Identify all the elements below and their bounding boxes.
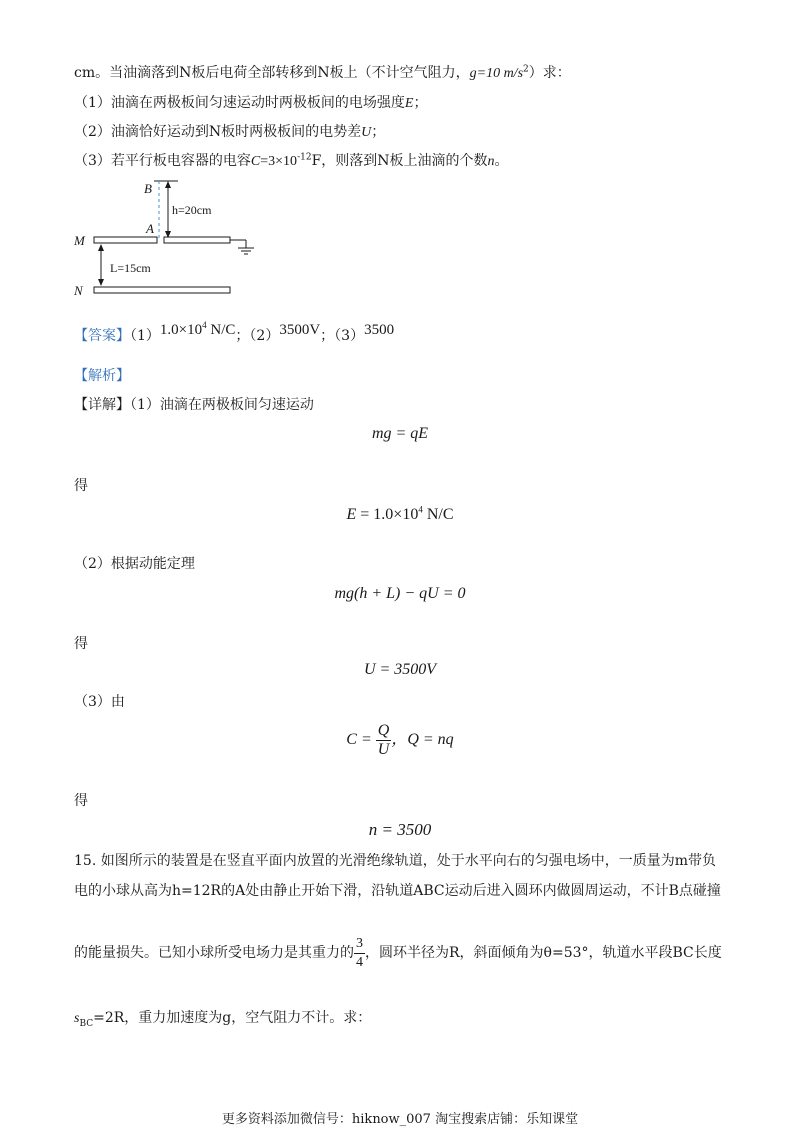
plate-m-right bbox=[164, 237, 230, 243]
fraction-q-over-u: $\frac{Q}{U}$ bbox=[377, 722, 390, 758]
problem-15-line-4: $s_{BC}=2R$，重力加速度为g，空气阻力不计。求： bbox=[74, 1010, 372, 1029]
label-h: h=20cm bbox=[172, 203, 212, 217]
question-3: （3）若平行板电容器的电容$C=3\times 10^{-12}F$，则落到N板上油滴的个数n。 bbox=[74, 152, 509, 169]
detail-step-3: （3）由 bbox=[74, 694, 125, 710]
derive-1: 得 bbox=[74, 478, 88, 494]
answer-line: 【答案】$(1)1.0\times 10^4$ N/C；（2）3500V；（3）3500 bbox=[74, 320, 395, 344]
equation-6: n = 3500 bbox=[368, 820, 432, 839]
capacitor-diagram bbox=[70, 176, 270, 300]
derive-2: 得 bbox=[74, 636, 88, 652]
answer-2-value: 3500V bbox=[279, 322, 321, 338]
problem-15-line-2: 电的小球从高为h=12R的A处由静止开始下滑，沿轨道ABC运动后进入圆环内做圆周运动，不计B点碰撞 bbox=[74, 883, 721, 899]
equation-5: C = $\frac{Q}{U}$ ，Q = nq bbox=[346, 722, 454, 758]
answer-tag: 【答案】 bbox=[74, 328, 130, 344]
question-2: （2）油滴恰好运动到N板时两极板间的电势差U； bbox=[74, 124, 386, 140]
plate-m-left bbox=[94, 237, 157, 243]
plate-n bbox=[94, 287, 230, 293]
equation-1: mg = qE bbox=[371, 425, 429, 442]
page-footer: 更多资料添加微信号：hiknow_007 淘宝搜索店铺：乐知课堂 bbox=[221, 1112, 579, 1127]
derive-3: 得 bbox=[74, 793, 88, 809]
equation-2: $E = 1.0\times 10^4$ N/C bbox=[346, 504, 454, 523]
label-b: B bbox=[144, 181, 152, 196]
label-a: A bbox=[146, 221, 154, 236]
label-n: N bbox=[74, 283, 83, 298]
fraction-three-quarters: $\frac{3}{4}$ bbox=[356, 935, 363, 970]
detail-step-2: （2）根据动能定理 bbox=[74, 556, 195, 572]
answer-1-value: $1.0\times 10^4$ N/C bbox=[159, 320, 236, 338]
equation-4: U = 3500V bbox=[363, 661, 437, 678]
problem-15-line-3: 的能量损失。已知小球所受电场力是其重力的 $\frac{3}{4}$ ，圆环半径为R，斜面倾角为θ=53°，轨道水平段BC长度 bbox=[74, 935, 722, 970]
label-m: M bbox=[74, 233, 85, 248]
detail-step-1: 【详解】（1）油滴在两极板间匀速运动 bbox=[74, 397, 314, 413]
label-l: L=15cm bbox=[110, 261, 151, 275]
detail-tag: 【详解】 bbox=[74, 397, 130, 413]
problem-15-line-1: 15. 如图所示的装置是在竖直平面内放置的光滑绝缘轨道，处于水平向右的匀强电场中，一质量为m带负 bbox=[74, 853, 716, 869]
question-1: （1）油滴在两极板间匀速运动时两极板间的电场强度E； bbox=[74, 95, 428, 111]
problem-intro-line: cm。当油滴落到N板后电荷全部转移到N板上（不计空气阻力，g=10 $m/s^2$）求： bbox=[74, 64, 571, 81]
answer-3-value: 3500 bbox=[364, 322, 395, 338]
equation-3: mg(h + L) − qU = 0 bbox=[334, 585, 466, 602]
analysis-tag: 【解析】 bbox=[74, 368, 130, 384]
